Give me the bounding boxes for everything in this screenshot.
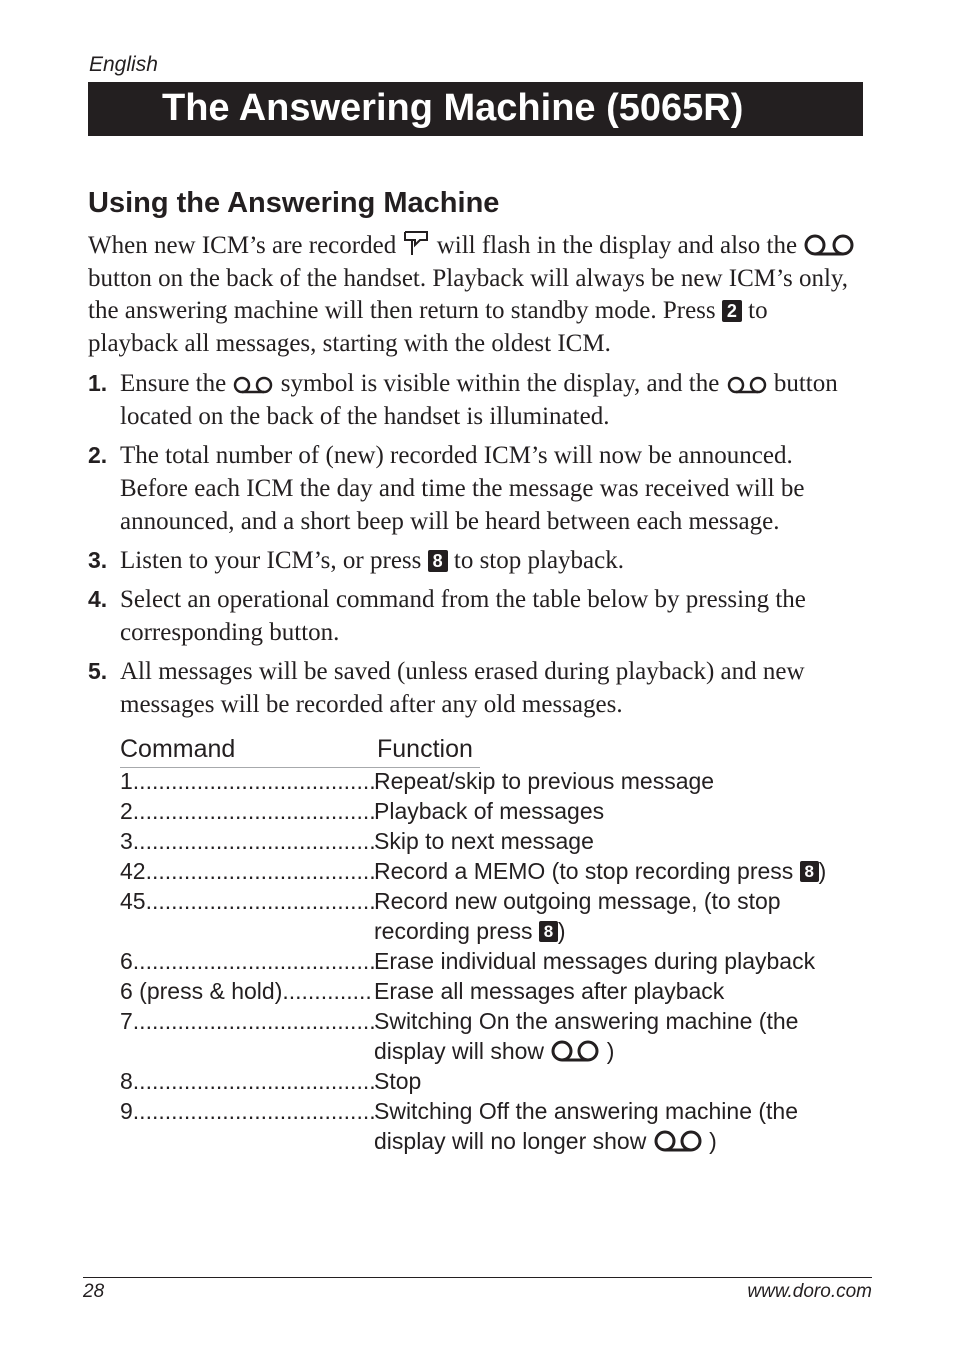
function-cell: Record a MEMO (to stop recording press xyxy=(374,858,794,884)
function-cell-tail: ) xyxy=(709,1128,717,1154)
new-message-flag-icon xyxy=(402,232,430,259)
leader-dots xyxy=(146,856,374,886)
table-row xyxy=(120,1096,880,1156)
step-4 xyxy=(88,583,863,649)
intro-paragraph xyxy=(88,229,858,360)
intro-text-4: to playback all messages, starting with the oldest ICM. xyxy=(88,297,768,357)
leader-dots xyxy=(133,766,374,796)
tape-icon xyxy=(653,1130,703,1152)
step-2 xyxy=(88,439,863,538)
key-8-icon: 8 xyxy=(539,921,558,942)
table-row xyxy=(120,826,880,856)
key-2-icon: 2 xyxy=(722,300,742,322)
key-8-icon: 8 xyxy=(428,550,448,572)
command-cell: 6 xyxy=(120,948,133,974)
leader-dots xyxy=(133,826,374,856)
table-row xyxy=(120,1006,880,1066)
key-8-icon: 8 xyxy=(800,861,819,882)
step-text: symbol is visible within the display, and the xyxy=(280,370,720,397)
table-row xyxy=(120,766,880,796)
step-number: 1. xyxy=(88,370,108,396)
step-text: All messages will be saved (unless erased during playback) and new messages will be recorded after any old messages. xyxy=(120,658,805,718)
step-number: 2. xyxy=(88,442,108,468)
footer-rule xyxy=(83,1277,872,1278)
step-5 xyxy=(88,655,863,721)
leader-dots xyxy=(133,1066,374,1096)
table-row xyxy=(120,886,880,946)
intro-text-1: When new ICM’s are recorded xyxy=(88,232,397,259)
command-cell: 7 xyxy=(120,1008,133,1034)
function-cell: Erase all messages after playback xyxy=(374,978,725,1004)
leader-dots xyxy=(133,796,374,826)
leader-dots xyxy=(133,1096,374,1156)
section-heading: Using the Answering Machine xyxy=(88,187,500,219)
function-cell: Skip to next message xyxy=(374,828,594,854)
function-cell: Record new outgoing message, (to stop recording press xyxy=(374,888,781,944)
intro-text-2: will flash in the display and also the xyxy=(436,232,798,259)
table-row xyxy=(120,796,880,826)
leader-dots xyxy=(133,1006,374,1066)
page-number: 28 xyxy=(83,1281,105,1302)
step-text: button located on the back of the handset is illuminated. xyxy=(120,370,838,430)
command-cell: 6 (press & hold) xyxy=(120,978,283,1004)
function-cell: Stop xyxy=(374,1068,422,1094)
title-bar xyxy=(88,82,863,136)
function-cell: Switching Off the answering machine (the display will no longer show xyxy=(374,1098,799,1154)
step-number: 3. xyxy=(88,547,108,573)
command-cell: 3 xyxy=(120,828,133,854)
page-title: The Answering Machine (5065R) xyxy=(162,87,744,129)
step-number: 4. xyxy=(88,586,108,612)
step-number: 5. xyxy=(88,658,108,684)
table-row xyxy=(120,946,880,976)
function-column-header: Function xyxy=(377,735,473,763)
table-row xyxy=(120,1066,880,1096)
table-row xyxy=(120,856,880,886)
command-cell: 8 xyxy=(120,1068,133,1094)
step-1 xyxy=(88,367,863,433)
function-cell: Switching On the answering machine (the display will show xyxy=(374,1008,799,1064)
leader-dots xyxy=(282,976,374,1006)
step-text: to stop playback. xyxy=(453,547,624,574)
function-cell-tail: ) xyxy=(818,858,827,884)
tape-icon xyxy=(803,234,855,256)
website-link[interactable]: www.doro.com xyxy=(747,1281,872,1302)
step-text: The total number of (new) recorded ICM’s will now be announced. Before each ICM the day and time the message was received will be announced, and a short beep will be heard between each message. xyxy=(120,442,805,535)
leader-dots xyxy=(133,946,374,976)
step-text: Ensure the xyxy=(120,370,227,397)
command-table xyxy=(120,766,880,1156)
function-cell: Erase individual messages during playback xyxy=(374,948,816,974)
language-label: English xyxy=(89,53,158,76)
function-cell: Playback of messages xyxy=(374,798,605,824)
leader-dots xyxy=(146,886,374,946)
command-column-header: Command xyxy=(120,735,236,763)
command-cell: 1 xyxy=(120,768,133,794)
command-cell: 9 xyxy=(120,1098,133,1124)
step-text: Select an operational command from the table below by pressing the corresponding button. xyxy=(120,586,806,646)
command-cell: 2 xyxy=(120,798,133,824)
function-cell: Repeat/skip to previous message xyxy=(374,768,715,794)
tape-icon xyxy=(550,1040,600,1062)
command-cell: 45 xyxy=(120,888,146,914)
function-cell-tail: ) xyxy=(606,1038,615,1064)
table-row xyxy=(120,976,880,1006)
command-cell: 42 xyxy=(120,858,146,884)
tape-icon xyxy=(232,376,274,394)
step-3 xyxy=(88,544,863,577)
step-text: Listen to your ICM’s, or press xyxy=(120,547,422,574)
intro-text-3: button on the back of the handset. Playback will always be new ICM’s only, the answering machine will then return to standby mode. Press xyxy=(88,264,849,324)
tape-icon xyxy=(726,376,768,394)
steps-list xyxy=(88,367,863,727)
function-cell-tail: ) xyxy=(557,918,566,944)
